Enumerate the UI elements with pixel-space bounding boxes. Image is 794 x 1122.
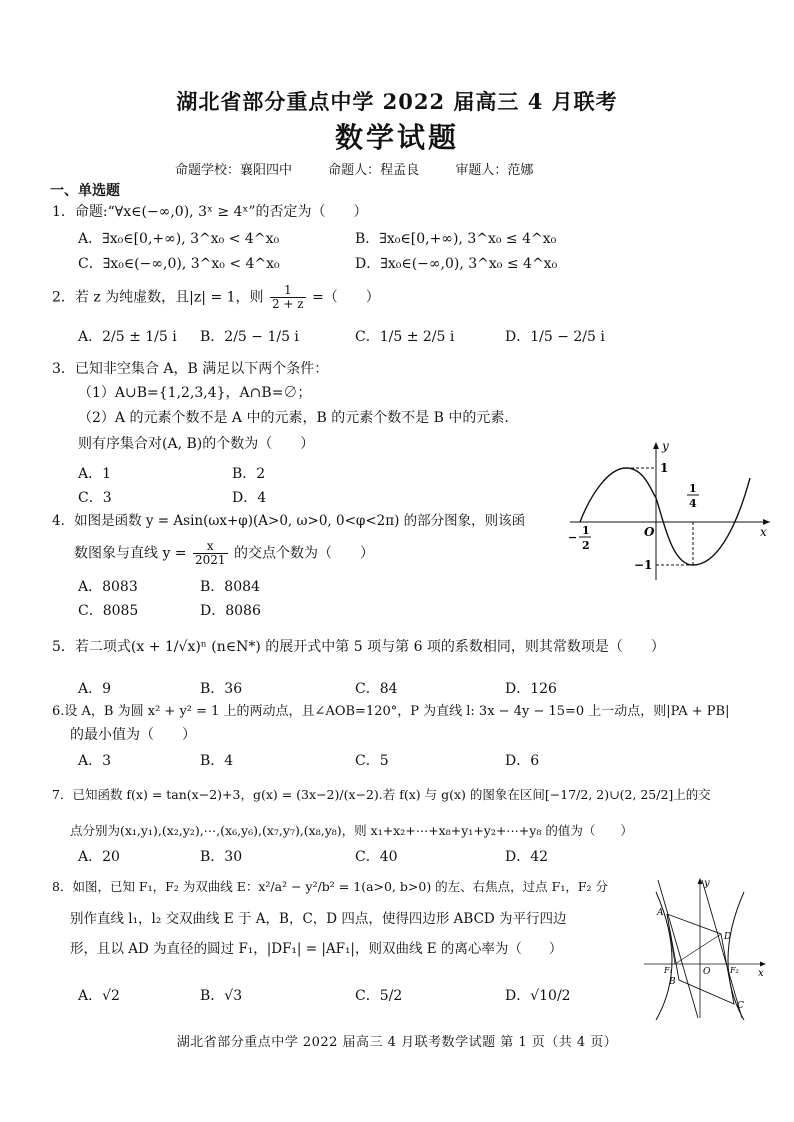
sine-curve <box>580 468 750 565</box>
q7-option-c: C．40 <box>355 849 398 865</box>
f2-label: F₂ <box>730 966 739 975</box>
q7-option-b: B．30 <box>200 849 243 865</box>
q1-option-c: C．∃x₀∈(−∞,0), 3^x₀ < 4^x₀ <box>78 256 280 272</box>
q3-condition-1: （1）A∪B={1,2,3,4}，A∩B=∅； <box>78 385 312 401</box>
neg-sign: − <box>568 531 578 544</box>
q8-stem-line2: 别作直线 l₁，l₂ 交双曲线 E 于 A，B，C，D 四点，使得四边形 ABCD 为平行四边 <box>70 911 567 927</box>
line-l2 <box>702 880 742 1018</box>
origin-label: O <box>644 525 655 539</box>
x-label: x <box>758 968 764 979</box>
q2-option-d: D．1/5 − 2/5 i <box>505 329 605 345</box>
q5-option-a: A．9 <box>78 681 112 697</box>
q4-stem-line2 <box>74 540 374 567</box>
q2-option-a: A．2/5 ± 1/5 i <box>78 329 177 345</box>
q5-stem: 5．若二项式(x + 1/√x)ⁿ (n∈N*) 的展开式中第 5 项与第 6 项的系数相同，则其常数项是（ ） <box>52 639 665 655</box>
exam-title: 湖北省部分重点中学 2022 届高三 4 月联考 <box>176 89 618 114</box>
y-axis-arrow <box>698 878 703 884</box>
half-den: 2 <box>582 539 590 552</box>
q8-stem-line3: 形，且以 AD 为直径的圆过 F₁，|DF₁| = |AF₁|，则双曲线 E 的离心率为（ ） <box>70 941 563 957</box>
q3-option-c: C．3 <box>78 490 112 506</box>
line-l1 <box>658 880 698 1018</box>
quarter-den: 4 <box>689 497 697 510</box>
q4-option-c: C．8085 <box>78 603 139 619</box>
q2-stem <box>52 284 380 311</box>
q8-option-b: B．√3 <box>200 988 243 1004</box>
q5-option-c: C．84 <box>355 681 398 697</box>
origin-label: O <box>703 967 711 977</box>
author: 命题人：程孟良 <box>328 163 420 178</box>
q8-option-d: D．√10/2 <box>505 988 571 1004</box>
q4-stem-a: 数图象与直线 y = <box>74 545 187 562</box>
q6-option-d: D．6 <box>505 753 540 769</box>
q8-option-c: C．5/2 <box>355 988 403 1004</box>
q3-option-a: A．1 <box>78 466 112 482</box>
y-axis-arrow <box>653 442 659 449</box>
author-line <box>175 159 565 178</box>
max-label: 1 <box>660 461 669 475</box>
q3-question: 则有序集合对(A, B)的个数为（ ） <box>78 436 315 452</box>
q5-option-d: D．126 <box>505 681 557 697</box>
y-label: y <box>704 878 710 889</box>
f1-label: F₁ <box>664 966 673 975</box>
q6-option-a: A．3 <box>78 753 112 769</box>
af1-segment <box>667 914 675 964</box>
q5-option-b: B．36 <box>200 681 243 697</box>
point-a-label: A <box>657 908 664 918</box>
q3-stem: 3．已知非空集合 A，B 满足以下两个条件： <box>52 361 329 377</box>
q3-option-b: B．2 <box>232 466 266 482</box>
q7-stem-line2: 点分别为(x₁,y₁),(x₂,y₂),⋯,(x₆,y₆),(x₇,y₇),(x₈,y₈)，则 x₁+x₂+⋯+x₈+y₁+y₂+⋯+y₈ 的值为（ ） <box>70 823 633 838</box>
q1-option-a: A．∃x₀∈[0,+∞), 3^x₀ < 4^x₀ <box>78 231 280 247</box>
point-d-label: D <box>724 932 732 942</box>
x-axis-arrow <box>760 962 766 967</box>
q4-stem-line1: 4．如图是函数 y = Asin(ωx+φ)(A>0, ω>0, 0<φ<2π) 的部分图象，则该函 <box>52 513 526 529</box>
q4-fraction: $\frac{x}{2021}$ <box>195 539 226 567</box>
q4-stem-b: 的交点个数为（ ） <box>234 545 374 562</box>
min-label: −1 <box>634 558 653 572</box>
q4-option-d: D．8086 <box>200 603 261 619</box>
page-footer: 湖北省部分重点中学 2022 届高三 4 月联考数学试题 第 1 页（共 4 页） <box>176 1035 618 1050</box>
section-heading: 一、单选题 <box>50 183 120 199</box>
q6-stem-line2: 的最小值为（ ） <box>70 727 196 743</box>
reviewer: 审题人：范娜 <box>455 163 534 178</box>
q7-option-d: D．42 <box>505 849 549 865</box>
q2-option-c: C．1/5 ± 2/5 i <box>355 329 455 345</box>
q2-fraction: $\frac{1}{2 + z}$ <box>271 283 304 311</box>
q1-stem: 1．命题:“∀x∈(−∞,0), 3ˣ ≥ 4ˣ”的否定为（ ） <box>52 204 368 220</box>
q1-option-d: D．∃x₀∈(−∞,0), 3^x₀ ≤ 4^x₀ <box>355 256 558 272</box>
q1-option-b: B．∃x₀∈[0,+∞), 3^x₀ ≤ 4^x₀ <box>355 231 557 247</box>
x-label: x <box>760 525 767 539</box>
point-b-label: B <box>669 977 676 987</box>
hyperbola-graph <box>640 872 770 1022</box>
sine-graph <box>560 438 780 588</box>
q4-option-a: A．8083 <box>78 579 138 595</box>
q2-stem-b: =（ ） <box>312 289 380 306</box>
point-c-label: C <box>737 1001 744 1011</box>
quarter-num: 1 <box>689 482 697 495</box>
q3-option-d: D．4 <box>232 490 267 506</box>
q7-option-a: A．20 <box>78 849 120 865</box>
q6-stem-line1: 6.设 A，B 为圆 x² + y² = 1 上的两动点，且∠AOB=120°，P 为直线 l: 3x − 4y − 15=0 上一动点，则|PA + PB| <box>52 704 730 719</box>
q6-option-c: C．5 <box>355 753 389 769</box>
q3-condition-2: （2）A 的元素个数不是 A 中的元素，B 的元素个数不是 B 中的元素. <box>78 410 509 426</box>
df1-segment <box>675 934 721 964</box>
parallelogram <box>667 914 734 1004</box>
q6-option-b: B．4 <box>200 753 234 769</box>
q2-stem-a: 2．若 z 为纯虚数，且|z| = 1，则 <box>52 289 264 306</box>
q8-option-a: A．√2 <box>78 988 120 1004</box>
q2-option-b: B．2/5 − 1/5 i <box>200 329 299 345</box>
half-num: 1 <box>582 524 590 537</box>
q7-stem-line1: 7．已知函数 f(x) = tan(x−2)+3，g(x) = (3x−2)/(x−2).若 f(x) 与 g(x) 的图象在区间[−17/2, 2)∪(2, 25/2]上的交 <box>52 787 711 802</box>
q8-stem-line1: 8．如图，已知 F₁，F₂ 为双曲线 E：x²/a² − y²/b² = 1(a>0, b>0) 的左、右焦点，过点 F₁，F₂ 分 <box>52 879 608 894</box>
q4-option-b: B．8084 <box>200 579 260 595</box>
school: 命题学校：襄阳四中 <box>175 163 293 178</box>
exam-subtitle: 数学试题 <box>334 121 459 154</box>
y-label: y <box>662 439 669 453</box>
